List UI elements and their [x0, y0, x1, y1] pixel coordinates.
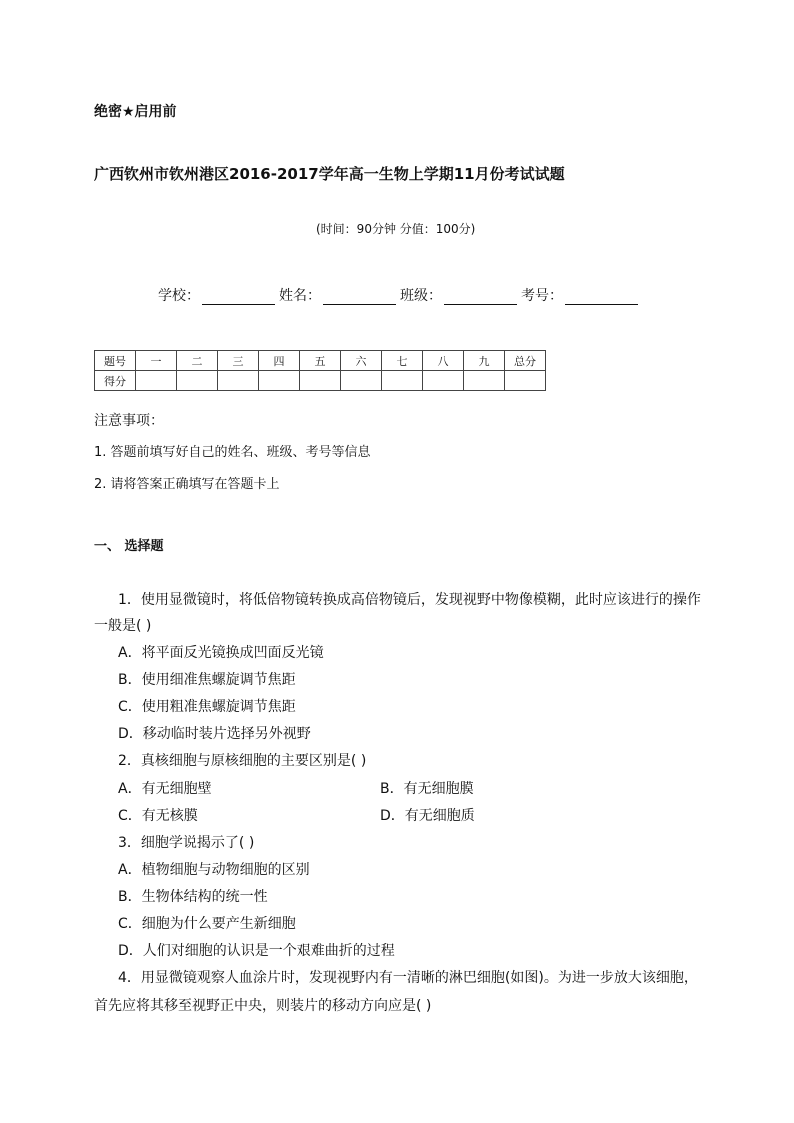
- table-cell: 八: [423, 351, 464, 371]
- table-cell: 一: [136, 351, 177, 371]
- question-1-option-b: B．使用细准焦螺旋调节焦距: [118, 672, 296, 688]
- score-cell[interactable]: [177, 371, 218, 391]
- score-table-score-row: [95, 371, 546, 391]
- table-cell: 得分: [95, 371, 136, 391]
- table-cell: 总分: [505, 351, 546, 371]
- score-cell[interactable]: [382, 371, 423, 391]
- question-3-option-b: B．生物体结构的统一性: [118, 889, 268, 905]
- question-4-text: 4．用显微镜观察人血涂片时，发现视野内有一清晰的淋巴细胞(如图)。为进一步放大该细胞，: [118, 970, 698, 986]
- question-2-option-b: B．有无细胞膜: [380, 781, 474, 797]
- question-3-text: 3．细胞学说揭示了( ): [118, 835, 255, 851]
- table-cell: 五: [300, 351, 341, 371]
- score-cell[interactable]: [423, 371, 464, 391]
- name-label: 姓名：: [279, 288, 321, 304]
- table-cell: 七: [382, 351, 423, 371]
- question-2-option-a: A．有无细胞壁: [118, 781, 212, 797]
- question-1-option-d: D．移动临时装片选择另外视野: [118, 726, 311, 742]
- exam-title: 广西钦州市钦州港区2016-2017学年高一生物上学期11月份考试试题: [94, 165, 565, 183]
- score-cell[interactable]: [464, 371, 505, 391]
- question-2-text: 2．真核细胞与原核细胞的主要区别是( ): [118, 753, 367, 769]
- question-3-option-d: D．人们对细胞的认识是一个艰难曲折的过程: [118, 943, 395, 959]
- question-2-option-c: C．有无核膜: [118, 808, 198, 824]
- table-cell: 二: [177, 351, 218, 371]
- class-label: 班级：: [400, 288, 442, 304]
- score-cell[interactable]: [341, 371, 382, 391]
- time-score-info: (时间：90分钟 分值：100分): [316, 222, 476, 236]
- student-info-fields: [158, 285, 642, 305]
- question-3-option-c: C．细胞为什么要产生新细胞: [118, 916, 296, 932]
- table-cell: 九: [464, 351, 505, 371]
- note-item: 1. 答题前填写好自己的姓名、班级、考号等信息: [94, 445, 371, 460]
- score-cell[interactable]: [136, 371, 177, 391]
- exam-number-label: 考号：: [521, 288, 563, 304]
- score-table: [94, 350, 546, 391]
- school-label: 学校：: [158, 288, 200, 304]
- table-cell: 三: [218, 351, 259, 371]
- note-item: 2. 请将答案正确填写在答题卡上: [94, 477, 280, 492]
- notes-title: 注意事项：: [94, 413, 164, 429]
- school-blank[interactable]: [202, 290, 275, 305]
- question-1-text-cont: 一般是( ): [94, 618, 152, 634]
- table-cell: 题号: [95, 351, 136, 371]
- confidential-label: 绝密★启用前: [94, 104, 177, 120]
- name-blank[interactable]: [323, 290, 396, 305]
- question-1-option-a: A．将平面反光镜换成凹面反光镜: [118, 645, 324, 661]
- question-3-option-a: A．植物细胞与动物细胞的区别: [118, 862, 310, 878]
- question-1-option-c: C．使用粗准焦螺旋调节焦距: [118, 699, 296, 715]
- score-cell[interactable]: [300, 371, 341, 391]
- exam-number-blank[interactable]: [565, 290, 638, 305]
- score-cell[interactable]: [259, 371, 300, 391]
- table-cell: 四: [259, 351, 300, 371]
- table-cell: 六: [341, 351, 382, 371]
- class-blank[interactable]: [444, 290, 517, 305]
- score-cell[interactable]: [505, 371, 546, 391]
- section-heading: 一、 选择题: [94, 539, 164, 554]
- question-1-text: 1．使用显微镜时，将低倍物镜转换成高倍物镜后，发现视野中物像模糊，此时应该进行的操作: [118, 592, 701, 608]
- score-table-header-row: [95, 351, 546, 371]
- question-4-text-cont: 首先应将其移至视野正中央，则装片的移动方向应是( ): [94, 998, 432, 1014]
- question-2-option-d: D．有无细胞质: [380, 808, 475, 824]
- score-cell[interactable]: [218, 371, 259, 391]
